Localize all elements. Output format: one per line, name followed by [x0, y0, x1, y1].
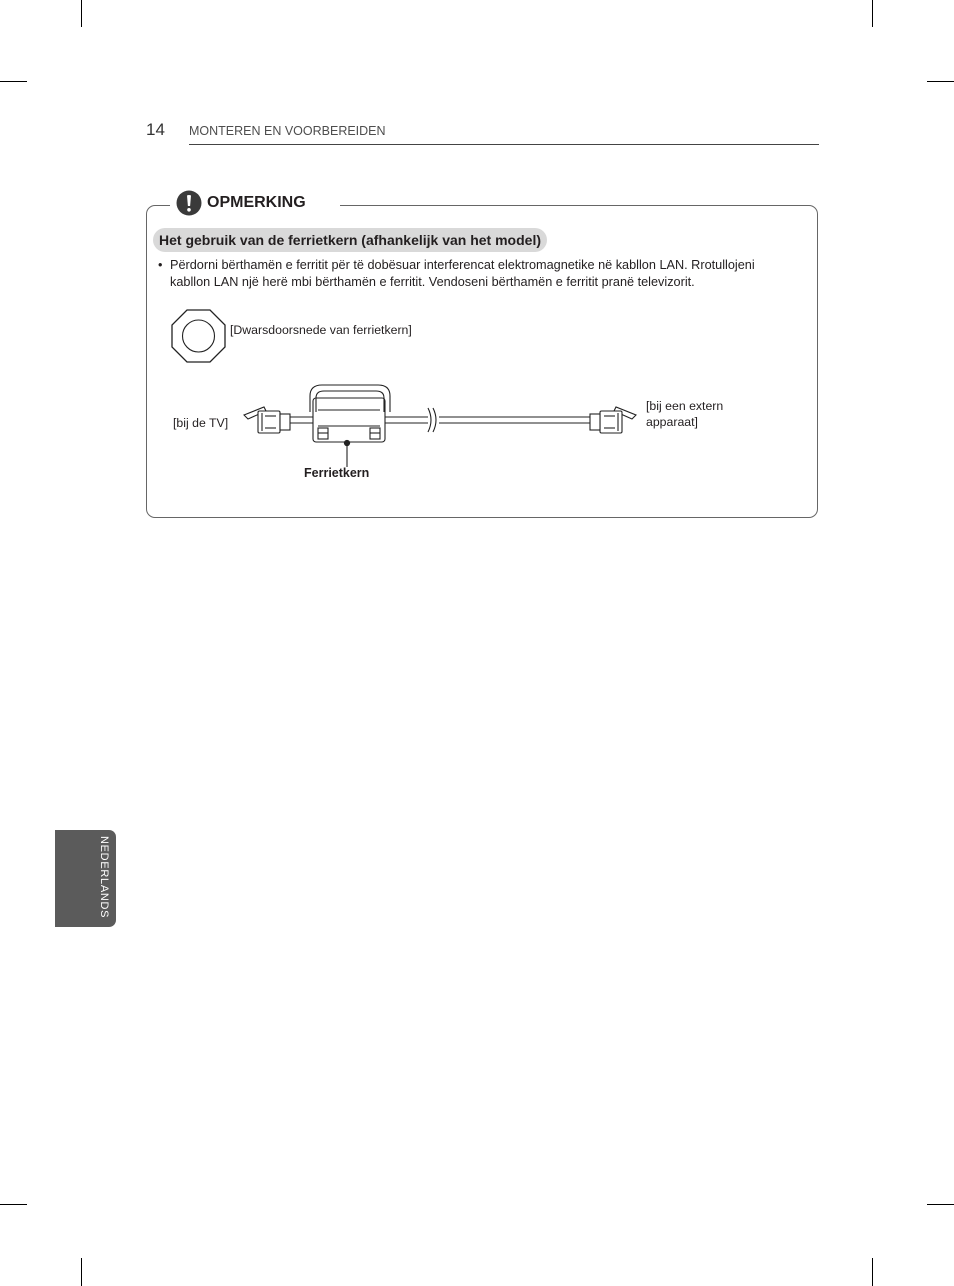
- note-subheading: Het gebruik van de ferrietkern (afhankelijk van het model): [153, 228, 547, 252]
- lan-plug-right-icon: [590, 407, 636, 433]
- section-title: MONTEREN EN VOORBEREIDEN: [189, 124, 386, 138]
- crop-mark: [872, 0, 873, 27]
- crop-mark: [927, 81, 954, 82]
- cross-section-label: [Dwarsdoorsnede van ferrietkern]: [230, 323, 412, 337]
- page-number: 14: [146, 120, 165, 139]
- plug-boot: [590, 414, 600, 430]
- cable-break-mark: [433, 408, 436, 432]
- note-header: [170, 188, 340, 218]
- bullet-marker: •: [158, 258, 163, 272]
- crop-mark: [872, 1258, 873, 1286]
- crop-mark: [0, 81, 27, 82]
- cross-section-hole: [183, 320, 215, 352]
- plug-body: [258, 411, 280, 433]
- ferrite-core-icon: [310, 385, 390, 442]
- cable-break-mark: [428, 408, 431, 432]
- plug-boot: [280, 414, 290, 430]
- lan-plug-left-icon: [244, 407, 290, 433]
- exclamation-icon: [176, 190, 202, 216]
- language-side-tab: [55, 830, 116, 927]
- crop-mark: [927, 1204, 954, 1205]
- note-title: OPMERKING: [207, 194, 306, 211]
- bullet-text-line: kabllon LAN një herë mbi bërthamën e ferritit. Vendoseni bërthamën e ferritit pranë televizorit.: [170, 275, 695, 289]
- crop-mark: [81, 1258, 82, 1286]
- crop-mark: [0, 1204, 27, 1205]
- plug-body: [600, 411, 622, 433]
- device-side-label: apparaat]: [646, 415, 698, 429]
- core-body: [313, 398, 385, 442]
- cross-section-octagon: [172, 310, 225, 362]
- exclamation-icon-dot: [187, 208, 191, 212]
- ferrite-core-label: Ferrietkern: [304, 466, 370, 480]
- language-tab-label: NEDERLANDS: [98, 836, 110, 919]
- bullet-text-line: Përdorni bërthamën e ferritit për të dobësuar interferencat elektromagnetike në kabllon LAN. Rrotullojeni: [170, 258, 755, 272]
- tv-side-label: [bij de TV]: [173, 416, 229, 430]
- core-pointer-dot: [344, 440, 349, 445]
- crop-mark: [81, 0, 82, 27]
- ferrite-cross-section-icon: [172, 310, 225, 362]
- device-side-label: [bij een extern: [646, 399, 724, 413]
- header-divider: [189, 144, 819, 145]
